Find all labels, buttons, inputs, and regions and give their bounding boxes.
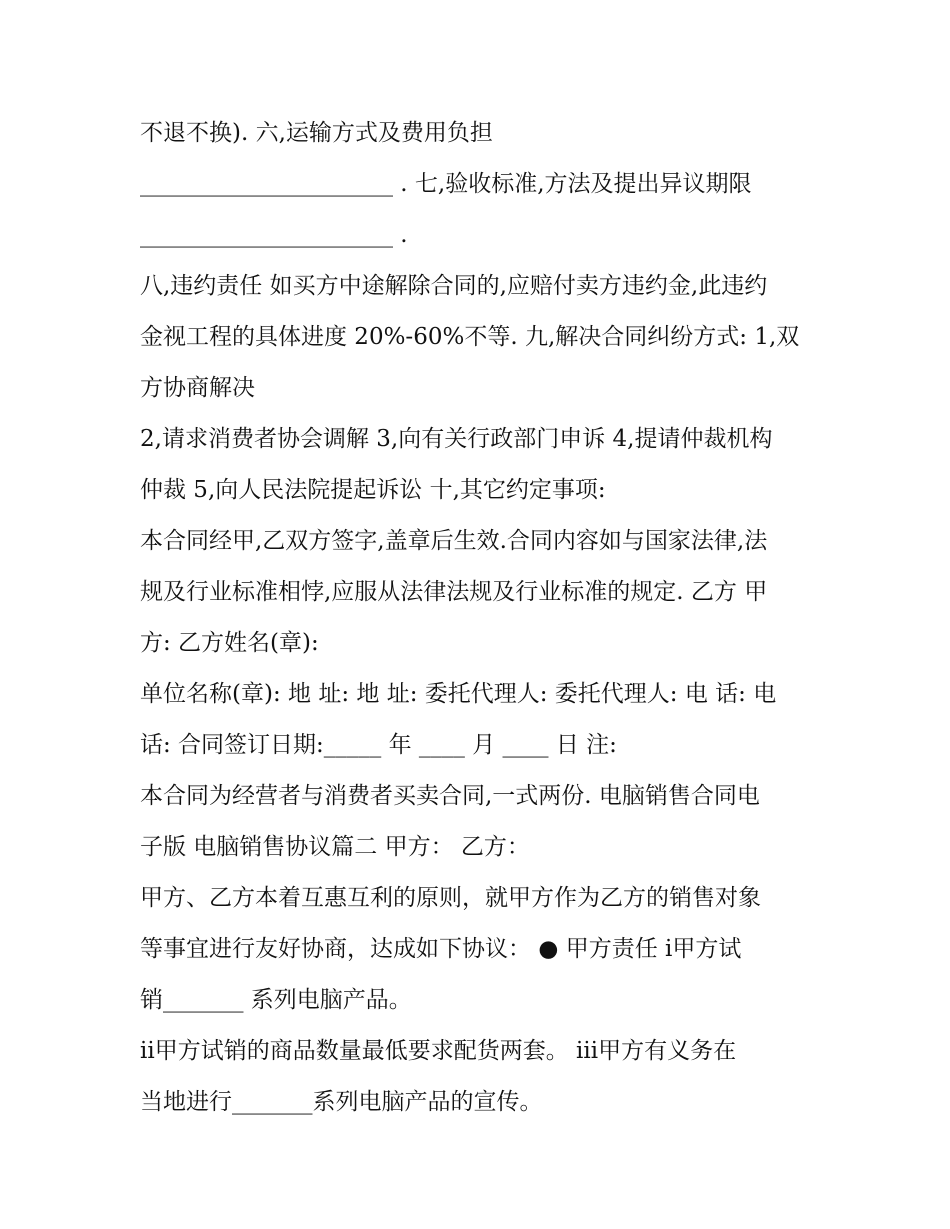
text-line: 子版 电脑销售协议篇二 甲方： 乙方： bbox=[140, 834, 530, 860]
text-line: 金视工程的具体进度 20%-60%不等. 九,解决合同纠纷方式: 1,双 bbox=[140, 324, 800, 350]
text-line: ______________________ . 七,验收标准,方法及提出异议期限 bbox=[140, 171, 752, 197]
text-line: 方协商解决 bbox=[140, 375, 255, 401]
text-line: 仲裁 5,向人民法院提起诉讼 十,其它约定事项: bbox=[140, 477, 606, 503]
text-line: 八,违约责任 如买方中途解除合同的,应赔付卖方违约金,此违约 bbox=[140, 273, 768, 299]
text-line: 等事宜进行友好协商，达成如下协议： ● 甲方责任 ⅰ甲方试 bbox=[140, 936, 742, 962]
text-line: ⅱ甲方试销的商品数量最低要求配货两套。 ⅲ甲方有义务在 bbox=[140, 1038, 737, 1064]
text-line: 单位名称(章): 地 址: 地 址: 委托代理人: 委托代理人: 电 话: 电 bbox=[140, 681, 777, 707]
text-line: 2,请求消费者协会调解 3,向有关行政部门申诉 4,提请仲裁机构 bbox=[140, 426, 773, 452]
text-line: 方: 乙方姓名(章): bbox=[140, 630, 319, 656]
text-line: 甲方、乙方本着互惠互利的原则，就甲方作为乙方的销售对象 bbox=[140, 885, 761, 911]
text-line: 当地进行_______系列电脑产品的宣传。 bbox=[140, 1089, 543, 1115]
text-line: ______________________ . bbox=[140, 222, 408, 248]
text-line: 不退不换). 六,运输方式及费用负担 bbox=[140, 120, 493, 146]
text-line: 规及行业标准相悖,应服从法律法规及行业标准的规定. 乙方 甲 bbox=[140, 579, 768, 605]
contract-text bbox=[140, 108, 820, 1128]
text-line: 本合同为经营者与消费者买卖合同,一式两份. 电脑销售合同电 bbox=[140, 783, 760, 809]
text-line: 本合同经甲,乙双方签字,盖章后生效.合同内容如与国家法律,法 bbox=[140, 528, 768, 554]
text-line: 话: 合同签订日期:_____ 年 ____ 月 ____ 日 注: bbox=[140, 732, 617, 758]
text-line: 销_______ 系列电脑产品。 bbox=[140, 987, 412, 1013]
